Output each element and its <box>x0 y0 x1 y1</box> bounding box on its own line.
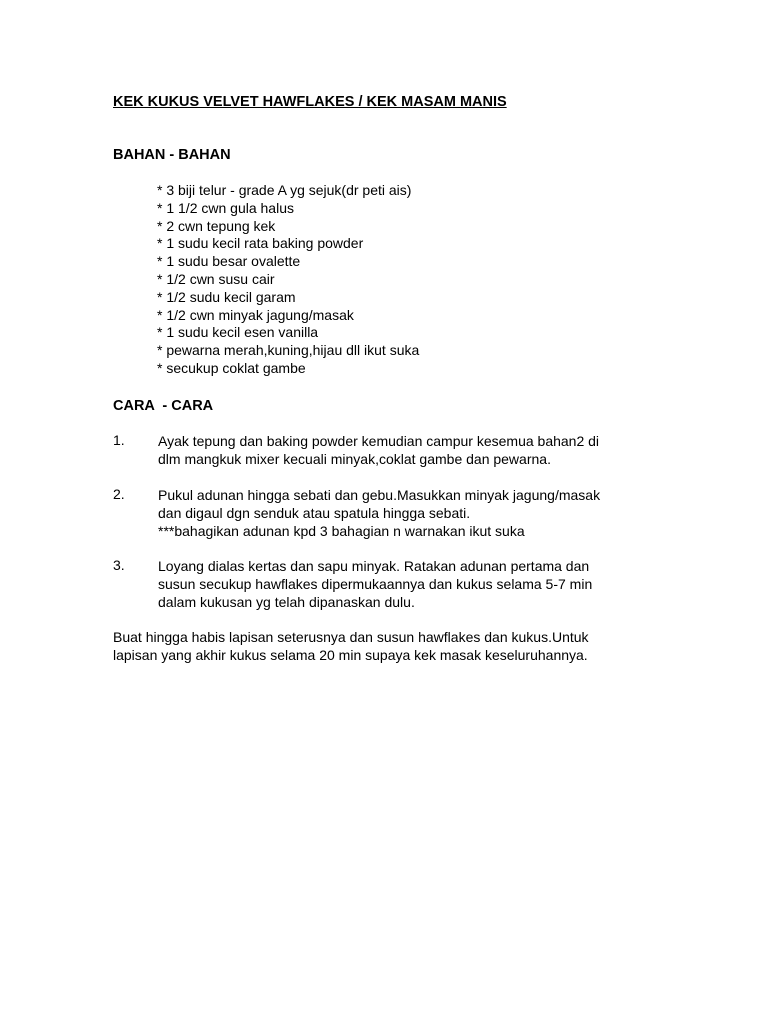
ingredient-item: * pewarna merah,kuning,hijau dll ikut suka <box>157 342 420 359</box>
recipe-title: KEK KUKUS VELVET HAWFLAKES / KEK MASAM MANIS <box>113 94 507 110</box>
step-number: 1. <box>113 432 125 448</box>
ingredient-item: * 1 sudu kecil esen vanilla <box>157 324 319 341</box>
closing-paragraph <box>113 628 673 664</box>
ingredient-item: * 1/2 cwn minyak jagung/masak <box>157 306 354 323</box>
ingredient-item: * 1/2 cwn susu cair <box>157 270 275 287</box>
method-heading: CARA - CARA <box>113 398 214 414</box>
closing-line: lapisan yang akhir kukus selama 20 min supaya kek masak keseluruhannya. <box>113 647 588 663</box>
step-line: ***bahagikan adunan kpd 3 bahagian n warnakan ikut suka <box>158 523 525 539</box>
ingredient-item: * 3 biji telur - grade A yg sejuk(dr peti ais) <box>157 182 412 198</box>
step-line: Loyang dialas kertas dan sapu minyak. Ratakan adunan pertama dan <box>158 558 590 574</box>
ingredient-item: * 1 sudu kecil rata baking powder <box>157 235 364 252</box>
step-text <box>158 432 678 468</box>
step-text <box>158 557 678 611</box>
closing-line: Buat hingga habis lapisan seterusnya dan susun hawflakes dan kukus.Untuk <box>113 629 589 645</box>
step-number: 3. <box>113 557 125 573</box>
step-line: susun secukup hawflakes dipermukaannya dan kukus selama 5-7 min <box>158 576 593 592</box>
ingredients-heading: BAHAN - BAHAN <box>113 147 231 163</box>
ingredient-item: * secukup coklat gambe <box>157 359 306 376</box>
ingredient-item: * 1/2 sudu kecil garam <box>157 288 296 305</box>
step-line: dalam kukusan yg telah dipanaskan dulu. <box>158 594 415 610</box>
ingredients-list <box>157 182 419 378</box>
step-line: Pukul adunan hingga sebati dan gebu.Masukkan minyak jagung/masak <box>158 487 601 503</box>
step-line: dlm mangkuk mixer kecuali minyak,coklat gambe dan pewarna. <box>158 451 551 467</box>
step-text <box>158 486 678 540</box>
ingredient-item: * 2 cwn tepung kek <box>157 217 276 234</box>
step-number: 2. <box>113 486 125 502</box>
step-line: Ayak tepung dan baking powder kemudian campur kesemua bahan2 di <box>158 433 600 449</box>
ingredient-item: * 1 1/2 cwn gula halus <box>157 199 294 216</box>
ingredient-item: * 1 sudu besar ovalette <box>157 253 301 270</box>
step-line: dan digaul dgn senduk atau spatula hingga sebati. <box>158 505 471 521</box>
